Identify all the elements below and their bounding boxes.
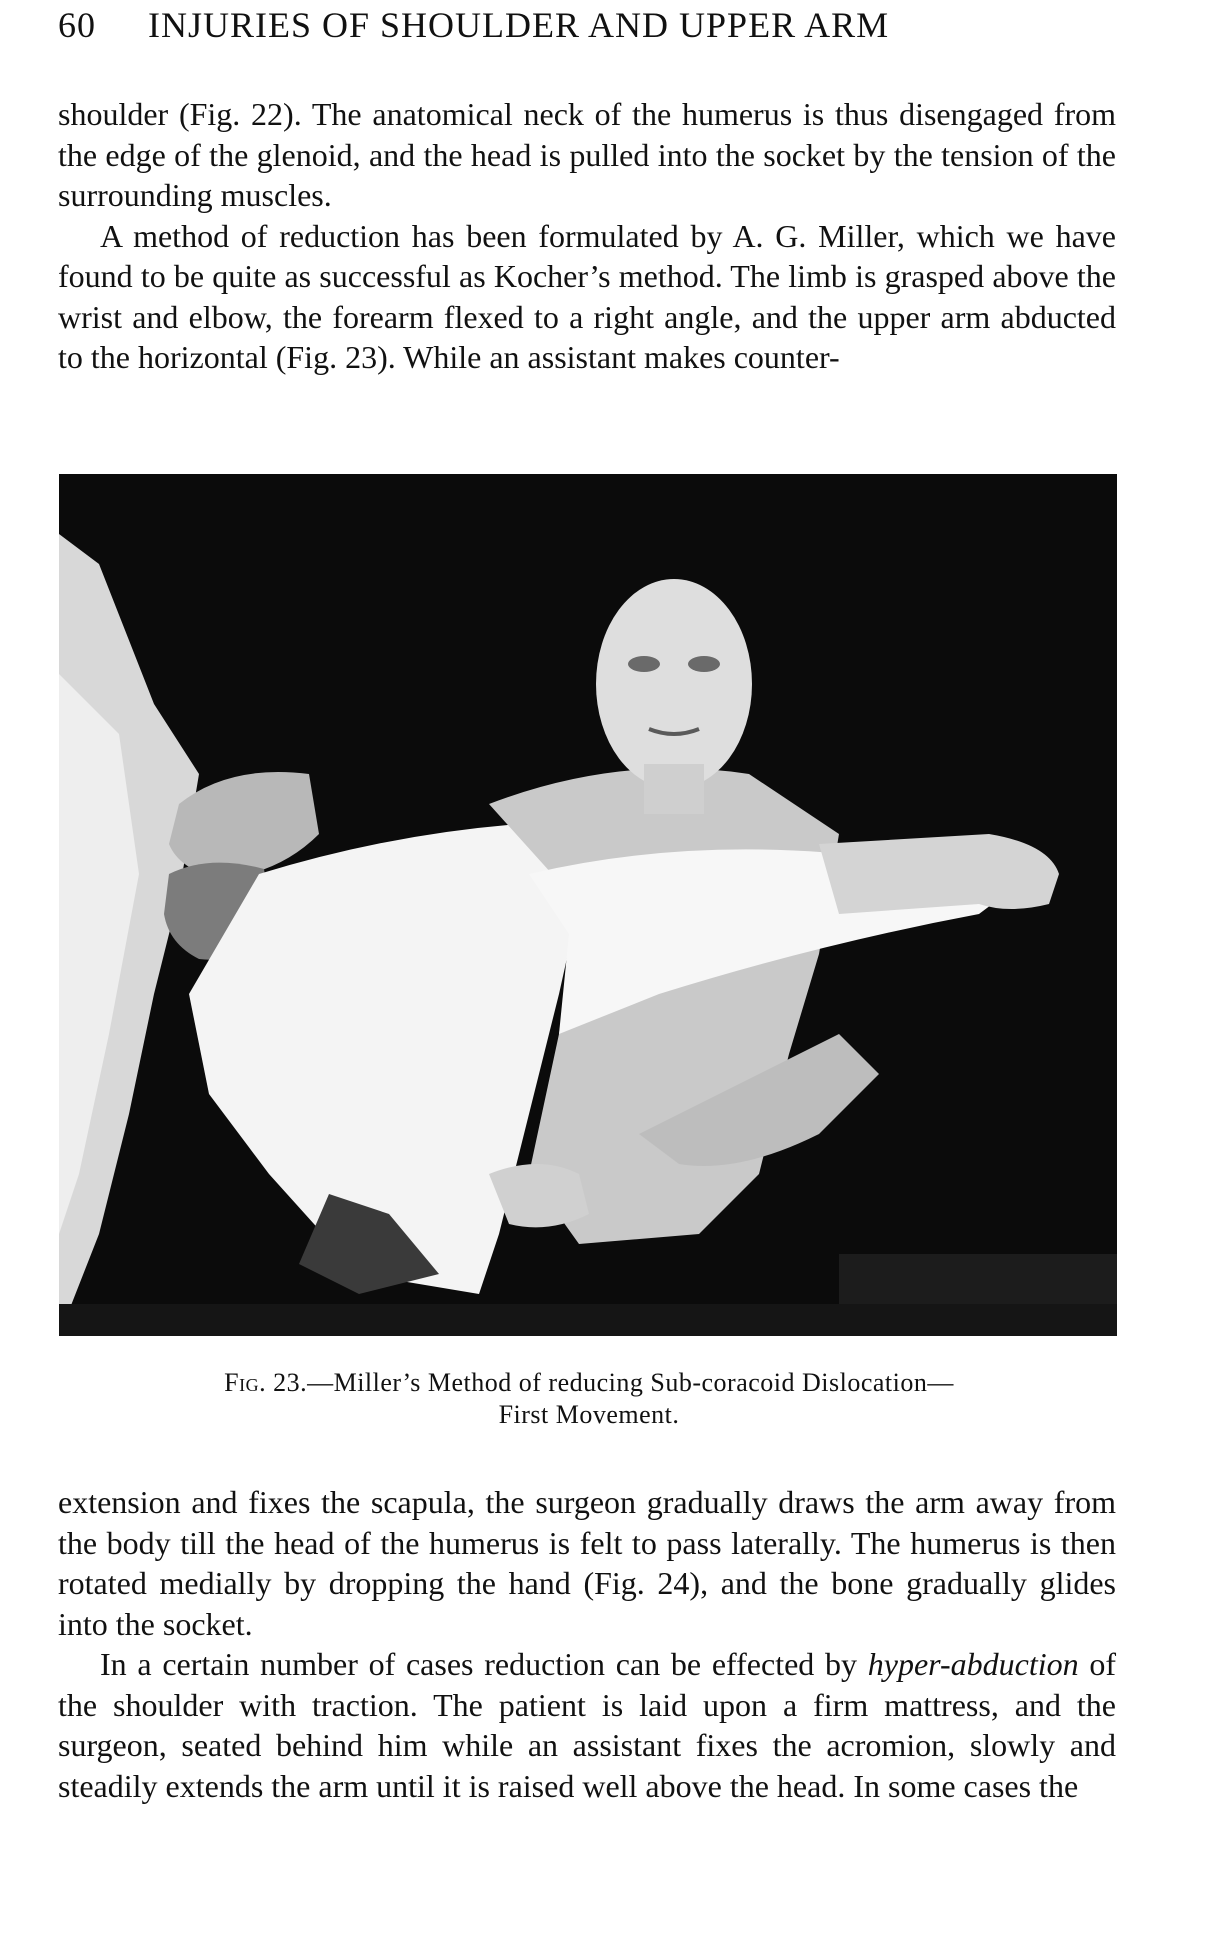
- paragraph: shoulder (Fig. 22). The anatomical neck of the humerus is thus disengaged from the edge of the glenoid, and the head is pulled into the socket by the tension of the surrounding muscles.: [58, 96, 1116, 213]
- paragraph-start: In a certain number of cases reduction can be effected by: [100, 1646, 858, 1682]
- paragraph-end: of the shoulder with traction. The patient is laid upon a firm mattress, and the surgeon, seated behind him while an assistant fixes the acromion, slowly and steadily extends the arm until it is raised well above the head. In some cases the: [58, 1646, 1117, 1804]
- page-number: 60: [58, 5, 96, 45]
- running-title: INJURIES OF SHOULDER AND UPPER ARM: [148, 5, 890, 45]
- caption-line-2: First Movement.: [498, 1400, 680, 1429]
- body-text-top: [58, 94, 1116, 378]
- figure-label: Fig. 23.: [224, 1368, 308, 1397]
- caption-line-1: —Miller’s Method of reducing Sub-coracoid Dislocation—: [307, 1368, 954, 1397]
- emphasized-term: hyper-abduction: [867, 1646, 1079, 1682]
- body-text-bottom: [58, 1482, 1116, 1806]
- paragraph: [58, 1644, 1116, 1806]
- paragraph: A method of reduction has been formulated by A. G. Miller, which we have found to be quite as successful as Kocher’s method. The limb is grasped above the wrist and elbow, the forearm flexed to a right angle, and the upper arm abducted to the horizontal (Fig. 23). While an assistant makes counter-: [58, 217, 1116, 375]
- figure-photograph: [59, 474, 1117, 1336]
- running-head: [58, 4, 1118, 58]
- figure-caption: [60, 1367, 1118, 1431]
- photograph-miller-method: [59, 474, 1117, 1336]
- paragraph: extension and fixes the scapula, the surgeon gradually draws the arm away from the body till the head of the humerus is felt to pass laterally. The humerus is then rotated medially by dropping the hand (Fig. 24), and the bone gradually glides into the socket.: [58, 1484, 1116, 1642]
